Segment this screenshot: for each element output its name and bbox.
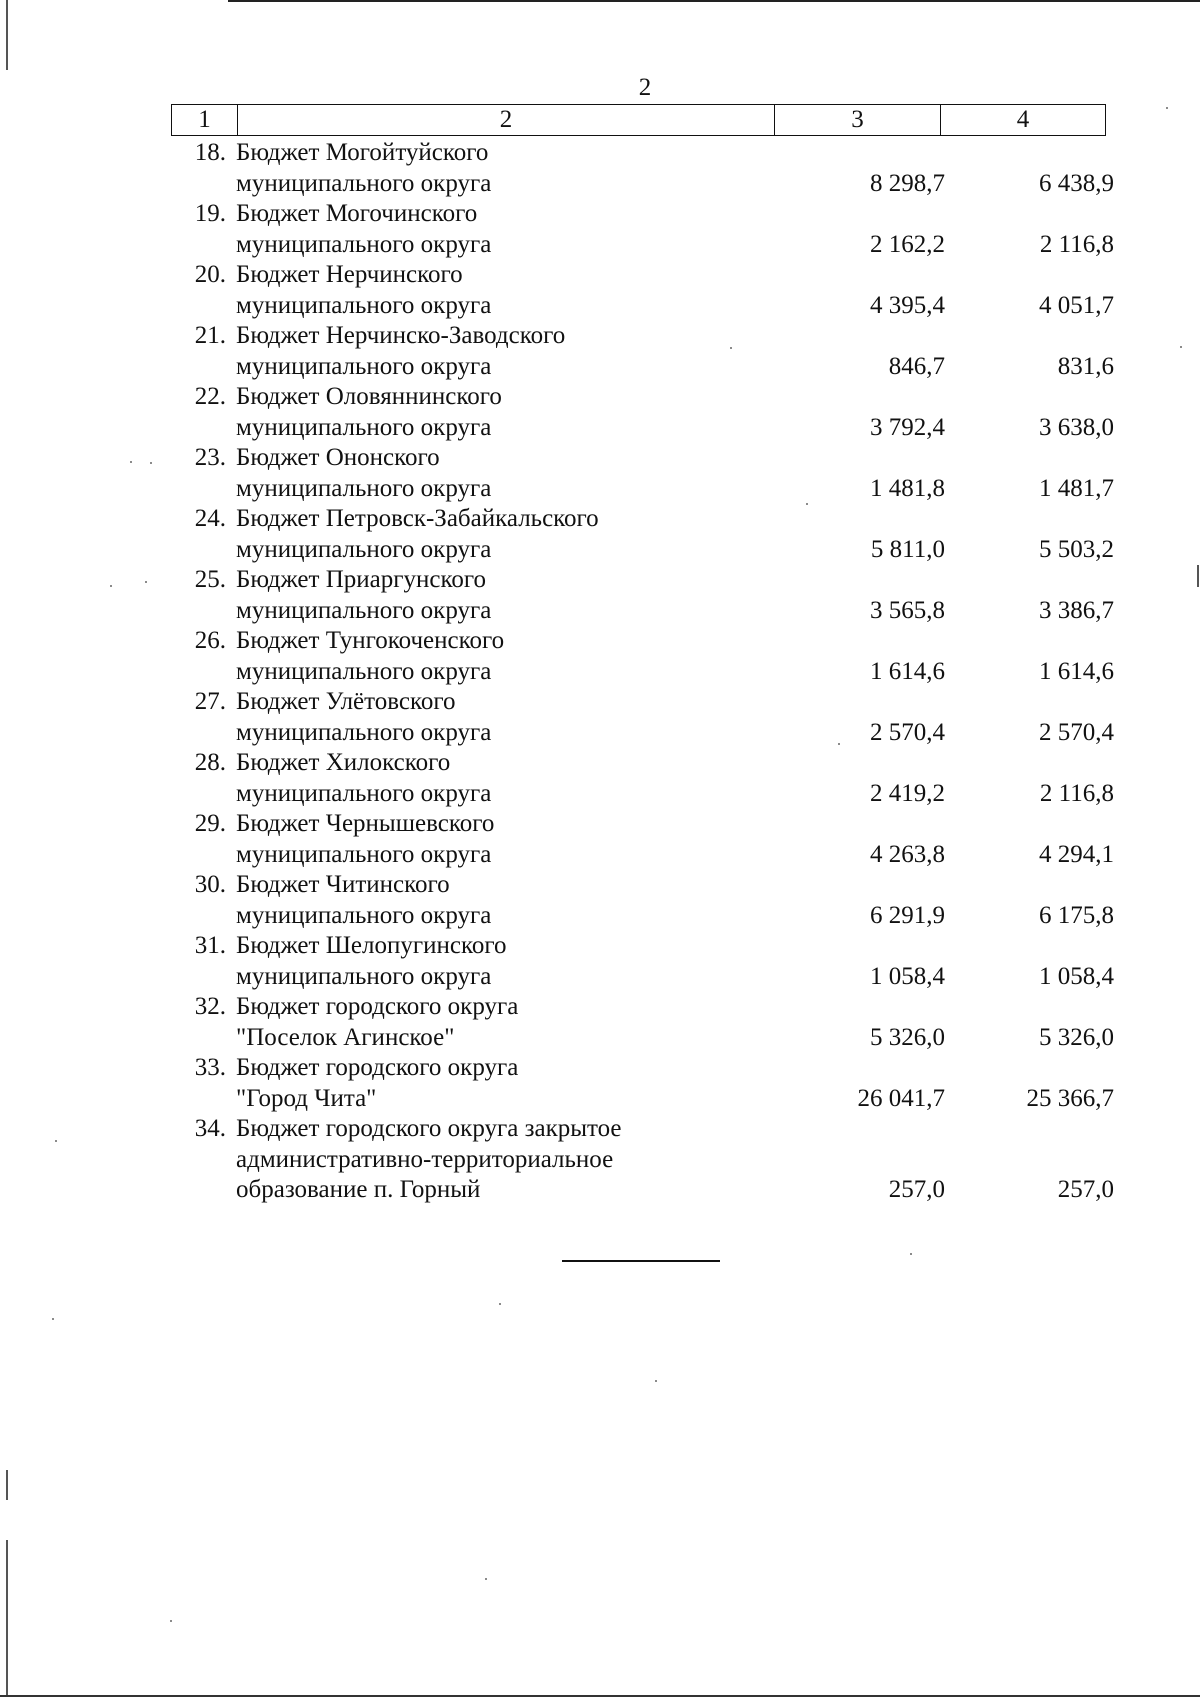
amount-col-4-cell [949,626,1116,687]
budget-name-line: Бюджет Хилокского [236,749,451,776]
budget-name-line: Бюджет Оловяннинского [236,383,502,410]
amount-col-3-cell [746,1114,949,1206]
budget-name-line: Бюджет Чернышевского [236,810,495,837]
amount-col-4: 6 175,8 [1039,901,1114,929]
amount-col-4-cell [949,992,1116,1053]
column-header: 1 [198,106,211,133]
amount-col-3-cell [746,504,949,565]
amount-col-3-cell [746,1053,949,1114]
amount-col-4-cell [949,260,1116,321]
amount-col-3: 3 792,4 [870,413,945,441]
amount-col-3: 1 481,8 [870,474,945,502]
row-number: 26. [194,627,226,654]
scan-speck [910,1253,912,1255]
table-row [171,565,1114,626]
scan-speck [170,1620,172,1622]
budget-name [236,199,746,260]
row-number: 30. [194,871,226,898]
budget-name-line: муниципального округа [236,779,492,807]
amount-col-3-cell [746,199,949,260]
budget-name [236,1114,746,1206]
table-row [171,809,1114,870]
amount-col-4-cell [949,321,1116,382]
amount-col-3: 2 570,4 [870,718,945,746]
table-row [171,382,1114,443]
amount-col-3: 26 041,7 [857,1084,945,1112]
table-row [171,992,1114,1053]
right-scan-mark [1197,565,1199,587]
table-row [171,504,1114,565]
budget-name-line: муниципального округа [236,962,492,990]
row-number: 21. [194,322,226,349]
budget-name-line: "Город Чита" [236,1084,377,1112]
table-row [171,321,1114,382]
budget-name-line: Бюджет городского округа закрытое [236,1115,622,1142]
amount-col-4: 257,0 [1057,1176,1114,1203]
amount-col-3: 8 298,7 [870,169,945,197]
table-row [171,748,1114,809]
budget-table [171,138,1114,1206]
table-row [171,870,1114,931]
budget-name [236,870,746,931]
amount-col-3: 257,0 [888,1176,945,1203]
scan-speck [1180,346,1182,348]
column-header: 2 [237,105,774,135]
budget-name [236,931,746,992]
scan-speck [806,503,808,505]
amount-col-3-cell [746,565,949,626]
column-header: 4 [940,105,1105,135]
budget-name-line: Бюджет городского округа [236,993,519,1020]
budget-name-line: образование п. Горный [236,1176,481,1203]
amount-col-3-cell [746,748,949,809]
amount-col-4: 2 116,8 [1039,230,1114,258]
left-scan-mark [6,1540,8,1695]
amount-col-4: 2 570,4 [1039,718,1114,746]
budget-name-line: муниципального округа [236,352,492,380]
row-number: 34. [194,1115,226,1142]
table-row [171,687,1114,748]
amount-col-3-cell [746,992,949,1053]
amount-col-3: 4 395,4 [870,291,945,319]
amount-col-4-cell [949,199,1116,260]
budget-name [236,321,746,382]
budget-name-line: муниципального округа [236,840,492,868]
row-number: 33. [194,1054,226,1081]
amount-col-4-cell [949,138,1116,199]
budget-name-line: Бюджет Петровск-Забайкальского [236,505,599,532]
amount-col-4-cell [949,382,1116,443]
scan-speck [838,743,840,745]
budget-name-line: Бюджет Улётовского [236,688,456,715]
budget-name-line: Бюджет Приаргунского [236,566,486,593]
table-row [171,443,1114,504]
amount-col-4: 831,6 [1057,352,1114,380]
amount-col-3: 2 162,2 [870,230,945,258]
budget-name-line: Бюджет Ононского [236,444,440,471]
amount-col-4-cell [949,1053,1116,1114]
scan-speck [499,1303,501,1305]
amount-col-4: 1 614,6 [1039,657,1114,685]
budget-name [236,626,746,687]
amount-col-3-cell [746,626,949,687]
left-scan-mark [6,0,8,70]
left-scan-mark [6,1470,8,1500]
amount-col-4-cell [949,748,1116,809]
scan-speck [150,462,152,464]
table-row [171,138,1114,199]
table-row [171,260,1114,321]
budget-name [236,443,746,504]
budget-name-line: муниципального округа [236,413,492,441]
scan-speck [485,1578,487,1580]
amount-col-3: 846,7 [888,352,945,380]
amount-col-4: 6 438,9 [1039,169,1114,197]
amount-col-4-cell [949,931,1116,992]
budget-name-line: Бюджет Нерчинского [236,261,463,288]
amount-col-3: 1 614,6 [870,657,945,685]
amount-col-4: 5 326,0 [1039,1023,1114,1051]
scan-speck [730,347,732,349]
budget-name [236,748,746,809]
budget-name-line: муниципального округа [236,718,492,746]
amount-col-3-cell [746,809,949,870]
budget-name-line: муниципального округа [236,169,492,197]
amount-col-4: 25 366,7 [1026,1084,1114,1112]
row-number: 25. [194,566,226,593]
table-row [171,1114,1114,1206]
budget-name-line: Бюджет городского округа [236,1054,519,1081]
amount-col-3: 1 058,4 [870,962,945,990]
amount-col-3: 2 419,2 [870,779,945,807]
table-row [171,199,1114,260]
scan-speck [110,585,112,587]
row-number: 24. [194,505,226,532]
amount-col-3: 6 291,9 [870,901,945,929]
amount-col-3-cell [746,260,949,321]
row-number: 28. [194,749,226,776]
budget-name [236,260,746,321]
amount-col-4-cell [949,504,1116,565]
amount-col-4: 5 503,2 [1039,535,1114,563]
row-number: 31. [194,932,226,959]
budget-name-line: муниципального округа [236,901,492,929]
amount-col-4-cell [949,870,1116,931]
budget-name-line: муниципального округа [236,474,492,502]
amount-col-3: 4 263,8 [870,840,945,868]
amount-col-4: 2 116,8 [1039,779,1114,807]
scan-speck [55,1140,57,1142]
amount-col-3-cell [746,687,949,748]
amount-col-4-cell [949,1114,1116,1206]
row-number: 22. [194,383,226,410]
row-number: 27. [194,688,226,715]
budget-name [236,687,746,748]
column-header: 3 [774,105,940,135]
budget-name [236,565,746,626]
scan-speck [1166,107,1168,109]
budget-name-line: муниципального округа [236,596,492,624]
amount-col-4-cell [949,565,1116,626]
end-of-document-line [562,1260,720,1262]
scan-speck [655,1380,657,1382]
table-row [171,931,1114,992]
amount-col-4: 1 481,7 [1039,474,1114,502]
amount-col-3-cell [746,321,949,382]
table-header-row [171,104,1106,136]
row-number: 32. [194,993,226,1020]
row-number: 23. [194,444,226,471]
budget-name [236,504,746,565]
table-row [171,626,1114,687]
budget-name [236,809,746,870]
budget-name-line: муниципального округа [236,291,492,319]
row-number: 20. [194,261,226,288]
table-row [171,1053,1114,1114]
amount-col-3-cell [746,870,949,931]
amount-col-3: 5 811,0 [870,535,945,563]
budget-name [236,1053,746,1114]
amount-col-4: 4 294,1 [1039,840,1114,868]
page-number: 2 [638,74,652,101]
budget-name-line: Бюджет Читинского [236,871,450,898]
amount-col-4: 4 051,7 [1039,291,1114,319]
budget-name [236,992,746,1053]
budget-name-line: муниципального округа [236,230,492,258]
budget-name-line: Бюджет Шелопугинского [236,932,507,959]
scan-speck [145,581,147,583]
scan-speck [52,1318,54,1320]
amount-col-4: 3 638,0 [1039,413,1114,441]
amount-col-3: 5 326,0 [870,1023,945,1051]
amount-col-3-cell [746,138,949,199]
budget-name-line: муниципального округа [236,657,492,685]
amount-col-3: 3 565,8 [870,596,945,624]
top-border-line [228,0,1200,2]
bottom-border-line [0,1695,1200,1697]
row-number: 29. [194,810,226,837]
row-number: 19. [194,200,226,227]
budget-name-line: Бюджет Тунгокоченского [236,627,505,654]
budget-name [236,138,746,199]
row-number: 18. [194,139,226,166]
amount-col-4-cell [949,443,1116,504]
budget-name-line: муниципального округа [236,535,492,563]
amount-col-4-cell [949,687,1116,748]
amount-col-3-cell [746,931,949,992]
budget-name-line: Бюджет Могойтуйского [236,139,489,166]
scan-speck [130,461,132,463]
amount-col-4: 3 386,7 [1039,596,1114,624]
budget-name-line: Бюджет Нерчинско-Заводского [236,322,566,349]
amount-col-4: 1 058,4 [1039,962,1114,990]
amount-col-3-cell [746,443,949,504]
amount-col-3-cell [746,382,949,443]
budget-name [236,382,746,443]
budget-name-line: административно-территориальное [236,1145,614,1173]
amount-col-4-cell [949,809,1116,870]
budget-name-line: Бюджет Могочинского [236,200,478,227]
budget-name-line: "Поселок Агинское" [236,1023,455,1051]
